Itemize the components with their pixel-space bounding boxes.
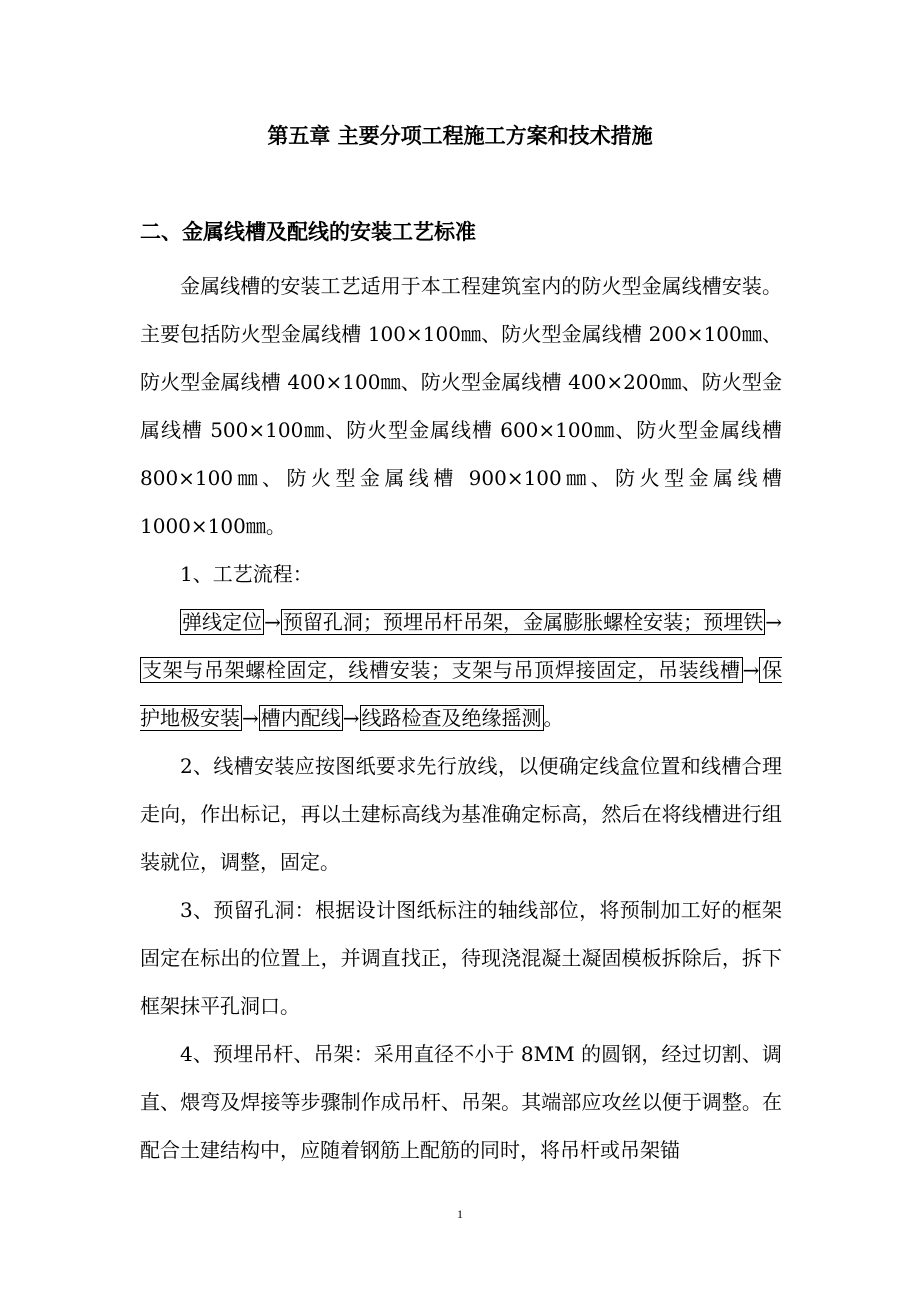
- process-flow: [140, 598, 782, 742]
- paragraph-item-4: 4、预埋吊杆、吊架：采用直径不小于 8MM 的圆钢，经过切割、调直、煨弯及焊接等步骤制作成吊杆、吊架。其端部应攻丝以便于调整。在配合土建结构中，应随着钢筋上配筋的同时，将吊杆或吊架锚: [140, 1042, 782, 1162]
- flow-step-5: 槽内配线: [260, 706, 341, 730]
- page-title: 第五章 主要分项工程施工方案和技术措施: [267, 124, 653, 148]
- flow-arrow-icon: →: [765, 610, 783, 634]
- flow-step-4: 保护地极安装: [140, 658, 783, 730]
- body-text: [140, 262, 782, 1174]
- flow-step-1: 弹线定位: [182, 610, 263, 634]
- flow-arrow-icon: →: [242, 706, 259, 730]
- flow-arrow-icon: →: [342, 706, 360, 730]
- flow-arrow-icon: →: [742, 658, 760, 682]
- page-number: 1: [457, 1207, 463, 1221]
- flow-step-2: 预留孔洞；预埋吊杆吊架，金属膨胀螺栓安装；预埋铁: [282, 610, 764, 634]
- flow-step-6: 线路检查及绝缘摇测: [361, 706, 542, 730]
- flow-end-mark: 。: [543, 706, 564, 730]
- flow-step-3: 支架与吊架螺栓固定，线槽安装；支架与吊顶焊接固定，吊装线槽: [142, 658, 741, 682]
- paragraph-item-2: 2、线槽安装应按图纸要求先行放线，以便确定线盒位置和线槽合理走向，作出标记，再以土建标高线为基准确定标高，然后在将线槽进行组装就位，调整，固定。: [140, 754, 782, 874]
- paragraph-intro: 金属线槽的安装工艺适用于本工程建筑室内的防火型金属线槽安装。主要包括防火型金属线槽 100×100㎜、防火型金属线槽 200×100㎜、防火型金属线槽 400×100㎜、防火型金属线槽 400×200㎜、防火型金属线槽 500×100㎜、防火型金属线槽 600×100㎜、防火型金属线槽 800×100㎜、防火型金属线槽 900×100㎜、防火型金属线槽 1000×100㎜。: [140, 274, 782, 538]
- flow-arrow-icon: →: [264, 610, 281, 634]
- paragraph-item-3: 3、预留孔洞：根据设计图纸标注的轴线部位，将预制加工好的框架固定在标出的位置上，并调直找正，待现浇混凝土凝固模板拆除后，拆下框架抹平孔洞口。: [140, 898, 782, 1018]
- paragraph-process-heading: 1、工艺流程：: [180, 562, 313, 586]
- section-heading: 二、金属线槽及配线的安装工艺标准: [140, 220, 476, 244]
